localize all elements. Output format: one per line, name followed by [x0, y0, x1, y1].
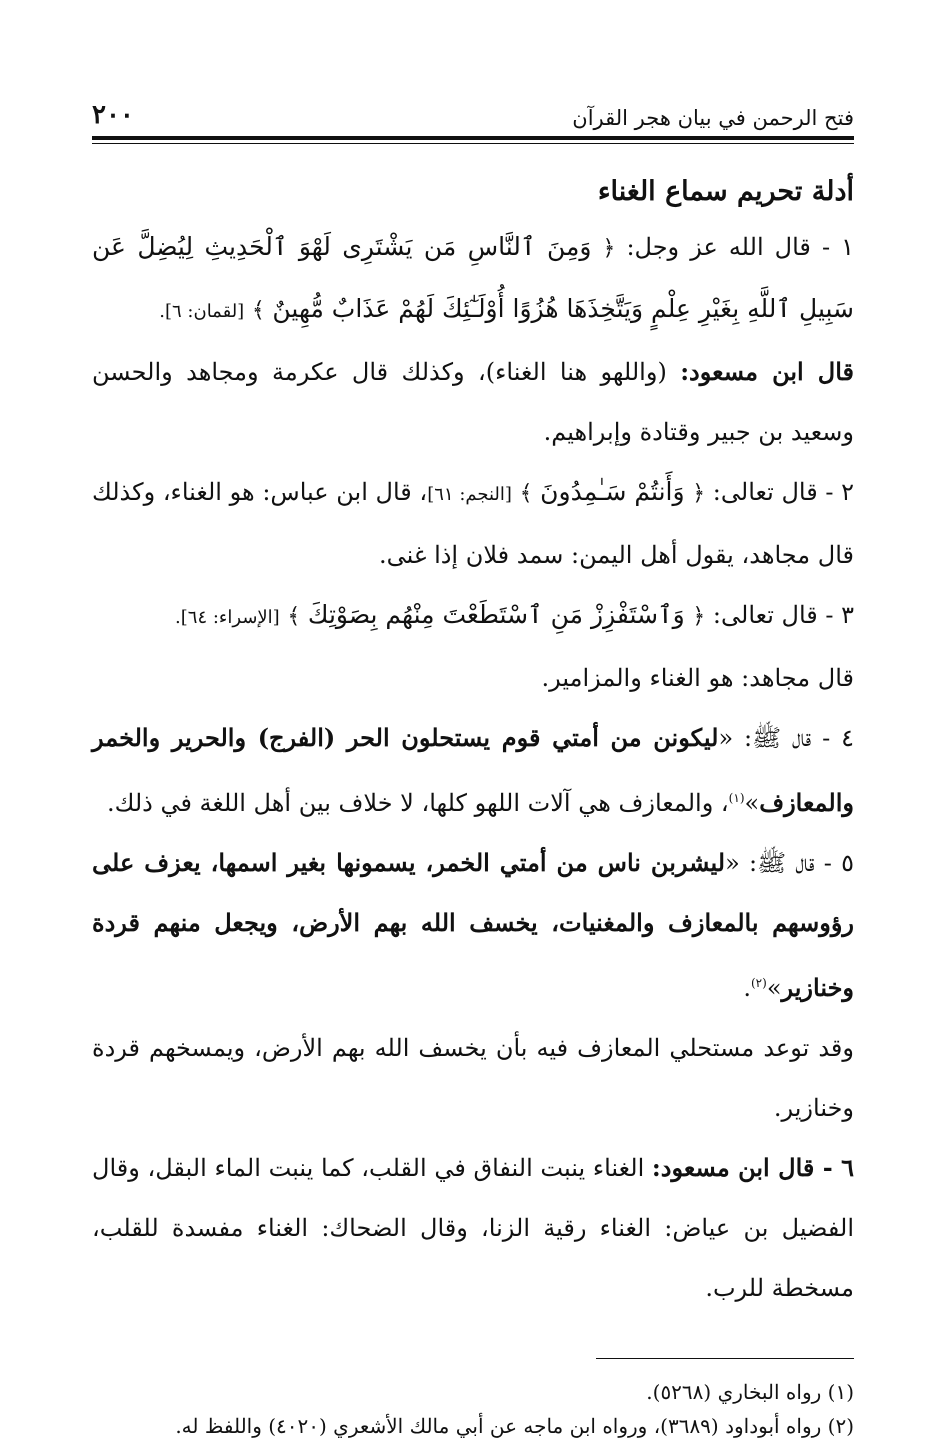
- paragraph-text: قال مجاهد: هو الغناء والمزامير.: [541, 664, 854, 692]
- header-rule-thick: [92, 136, 854, 140]
- running-header: [92, 96, 854, 130]
- verse-open-bracket: ﴿: [602, 236, 616, 261]
- item-prefix: ٢ - قال تعالى:: [705, 478, 854, 506]
- footnote-1: (١) رواه البخاري (٥٢٦٨).: [646, 1380, 854, 1404]
- hadith-text: ليكونن من أمتي قوم يستحلون الحر (الفرج) والحرير والخمر والمعازف: [92, 723, 854, 817]
- paragraph-text: الغناء ينبت النفاق في القلب، كما ينبت الماء البقل، وقال الفضيل بن عياض: الغناء رقية الزنا، وقال الضحاك: الغناء مفسدة للقلب، مسخطة للرب.: [92, 1154, 854, 1302]
- paragraph-2: [92, 342, 854, 462]
- paragraph-6: [92, 708, 854, 833]
- verse-reference: [الإسراء: ٦٤].: [175, 607, 280, 628]
- paragraph-5: [92, 648, 854, 708]
- footnote-marker: (١): [728, 791, 745, 805]
- verse-open-bracket: ﴿: [692, 481, 706, 506]
- footnote-separator: [596, 1358, 854, 1359]
- item-prefix: ١ - قال الله عز وجل:: [615, 233, 854, 261]
- paragraph-end: .: [743, 974, 751, 1002]
- paragraph-text: ، قال ابن عباس: هو الغناء، وكذلك قال مجاهد، يقول أهل اليمن: سمد فلان إذا غنى.: [92, 478, 854, 569]
- paragraph-4: [92, 585, 854, 648]
- verse-close-bracket: ﴾: [287, 604, 301, 629]
- hadith-text: ليشربن ناس من أمتي الخمر، يسمونها بغير اسمها، يعزف على رؤوسهم بالمعازف والمغنيات، يخسف الله بهم الأرض، ويجعل منهم قردة وخنازير: [92, 848, 854, 1002]
- verse-open-bracket: ﴿: [692, 604, 706, 629]
- paragraph-7: [92, 833, 854, 1018]
- paragraph-text: ، والمعازف هي آلات اللهو كلها، لا خلاف بين أهل اللغة في ذلك.: [106, 789, 729, 817]
- paragraph-9: [92, 1138, 854, 1318]
- quran-verse: وَمِنَ ٱلنَّاسِ مَن يَشْتَرِى لَهْوَ ٱلْحَدِيثِ لِيُضِلَّ عَن سَبِيلِ ٱللَّهِ بِغَيْرِ عِلْمٍ وَيَتَّخِذَهَا هُزُوًا أُوْلَـٰٓئِكَ لَهُمْ عَذَابٌ مُّهِينٌ: [92, 232, 854, 323]
- narrator: قال ابن مسعود:: [680, 357, 855, 386]
- paragraph-3: [92, 462, 854, 585]
- item-prefix: ٥ - قال ﷺ: «: [725, 849, 854, 877]
- book-page: [92, 96, 855, 1438]
- verse-reference: [النجم: ٦١]: [427, 484, 512, 505]
- book-title: فتح الرحمن في بيان هجر القرآن: [572, 106, 854, 130]
- quran-verse: وَأَنتُمْ سَـٰمِدُونَ: [540, 477, 685, 506]
- verse-close-bracket: ﴾: [519, 481, 533, 506]
- header-rule-thin: [92, 143, 854, 144]
- narrator: ٦ - قال ابن مسعود:: [651, 1153, 855, 1182]
- paragraph-8: [92, 1018, 854, 1138]
- verse-reference: [لقمان: ٦].: [159, 301, 245, 322]
- verse-close-bracket: ﴾: [251, 298, 265, 323]
- hadith-close: »: [766, 974, 782, 1002]
- page-number: ٢٠٠: [92, 100, 134, 130]
- item-prefix: ٣ - قال تعالى:: [705, 601, 854, 629]
- footnote-2: (٢) رواه أبوداود (٣٦٨٩)، ورواه ابن ماجه عن أبي مالك الأشعري (٤٠٢٠) واللفظ له.: [175, 1414, 854, 1438]
- hadith-close: »: [744, 789, 760, 817]
- footnote-marker: (٢): [750, 976, 767, 990]
- paragraph-1: [92, 217, 854, 342]
- paragraph-text: وقد توعد مستحلي المعازف فيه بأن يخسف الله بهم الأرض، ويمسخهم قردة وخنازير.: [92, 1034, 854, 1122]
- paragraph-text: (واللهو هنا الغناء)، وكذلك قال عكرمة ومجاهد والحسن وسعيد بن جبير وقتادة وإبراهيم.: [92, 358, 854, 446]
- item-prefix: ٤ - قال ﷺ: «: [718, 724, 855, 752]
- section-title: أدلة تحريم سماع الغناء: [597, 176, 854, 207]
- quran-verse: وَٱسْتَفْزِزْ مَنِ ٱسْتَطَعْتَ مِنْهُم بِصَوْتِكَ: [307, 600, 685, 629]
